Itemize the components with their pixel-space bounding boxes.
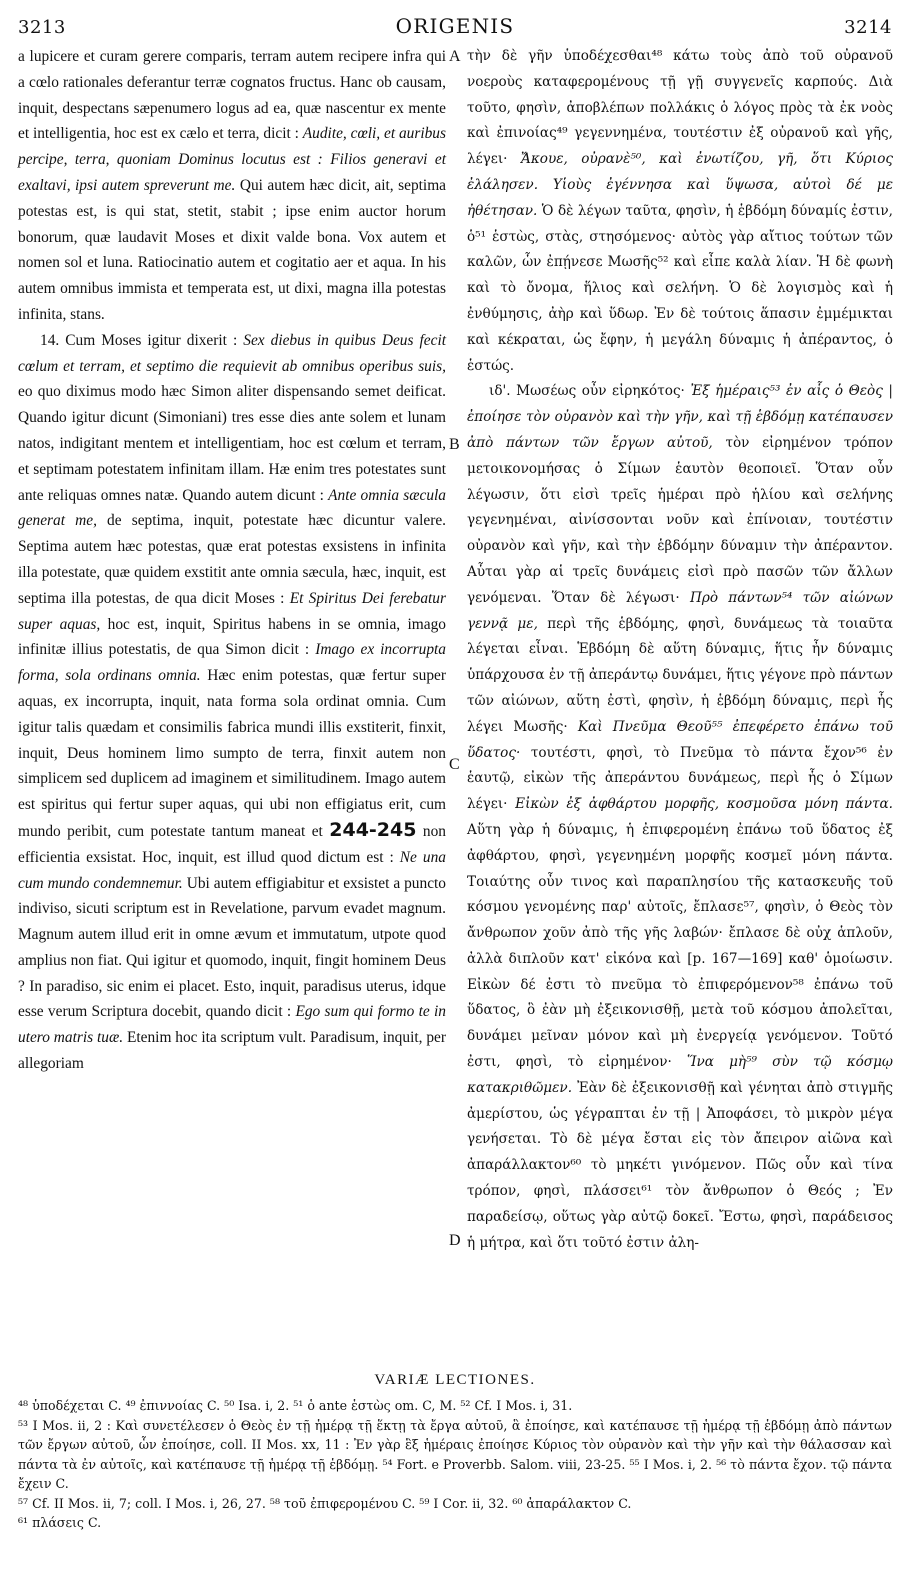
footnote-line-3: ⁵⁷ Cf. II Mos. ii, 7; coll. I Mos. i, 26, 27. ⁵⁸ τοῦ ἐπιφερομένου C. ⁵⁹ I Cor. ii, 32. ⁶⁰ ἀπαράλακτον C.	[18, 1495, 632, 1511]
variae-lectiones-heading: VARIÆ LECTIONES.	[374, 1372, 536, 1388]
running-title: ORIGENIS	[395, 14, 515, 38]
footnotes	[18, 1396, 892, 1533]
section-marker-d: D	[449, 1232, 461, 1249]
migne-column-number: 244-245	[329, 818, 417, 841]
latin-quote-isaiah: Audite, cœli, et auribus percipe, terra, quoniam Dominus locutus est : Filios generavi et exaltavi, ipsi autem spreverunt me.	[18, 125, 446, 194]
footnote-line-4: ⁶¹ πλάσεις C.	[18, 1515, 102, 1530]
section-marker-a: A	[449, 48, 461, 65]
page-header	[18, 14, 892, 42]
page-number-left: 3213	[18, 17, 66, 38]
page-number-right: 3214	[844, 17, 892, 38]
latin-column	[18, 44, 446, 1077]
section-marker-b: B	[449, 436, 460, 453]
greek-paragraph-2: ιδ'. Μωσέως οὖν εἰρηκότος· Ἐξ ἡμέραις⁵³ ἐν αἷς ὁ Θεὸς | ἐποίησε τὸν οὐρανὸν καὶ τὴν γῆν, καὶ τῇ ἑβδόμῃ κατέπαυσεν ἀπὸ πάντων τῶν ἔργων αὐτοῦ, τὸν εἰρημένον τρόπον μετοικονομήσας ὁ Σίμων ἑαυτὸν θεοποιεῖ. Ὅταν οὖν λέγωσιν, ὅτι εἰσὶ τρεῖς ἡμέραι πρὸ ἡλίου καὶ σελήνης γεγενημέναι, αἰνίσσονται νοῦν καὶ ἐπίνοιαν, τουτέστιν οὐρανὸν καὶ γῆν, καὶ τὴν ἑβδόμην δύναμιν τὴν ἀπέραντον. Αὗται γὰρ αἱ τρεῖς δυνάμεις εἰσὶ πρὸ πασῶν τῶν ἄλλων γενόμεναι. Ὅταν δὲ λέγωσι· Πρὸ πάντων⁵⁴ τῶν αἰώνων γεννᾷ με, περὶ τῆς ἑβδόμης, φησὶ, δυνάμεως τὰ τοιαῦτα λέγεται εἶναι. Ἑβδόμη δὲ αὕτη δύναμις, ἥτις ἦν δύναμις ὑπάρχουσα ἐν τῇ ἀπεράντῳ δυνάμει, ἥτις γέγονε πρὸ πάντων τῶν αἰώνων, αὕτη ἐστὶ, φησὶν, ἡ ἑβδόμη δύναμις, περὶ ἧς λέγει Μωσῆς· Καὶ Πνεῦμα Θεοῦ⁵⁵ ἐπεφέρετο ἐπάνω τοῦ ὕδατος· τουτέστι, φησὶ, τὸ Πνεῦμα τὸ πάντα ἔχον⁵⁶ ἐν ἑαυτῷ, εἰκὼν τῆς ἀπεράντου δυνάμεως, περὶ ἧς ὁ Σίμων λέγει· Εἰκὼν ἐξ ἀφθάρτου μορφῆς, κοσμοῦσα μόνη πάντα. Αὕτη γὰρ ἡ δύναμις, ἡ ἐπιφερομένη ἐπάνω τοῦ ὕδατος ἐξ ἀφθάρτου, φησὶ, γεγενημένη μορφῆς κοσμεῖ μόνη πάντα. Τοιαύτης οὖν τινος καὶ παραπλησίου τῆς κατασκευῆς τοῦ κόσμου γενομένης παρ' αὐτοῖς, ἔπλασε⁵⁷, φησὶν, ὁ Θεὸς τὸν ἄνθρωπον χοῦν ἀπὸ τῆς γῆς λαβών· ἔπλασε δὲ οὐχ ἁπλοῦν, ἀλλὰ διπλοῦν κατ' εἰκόνα καὶ [p. 167—169] καθ' ὁμοίωσιν. Εἰκὼν δέ ἐστι τὸ πνεῦμα τὸ ἐπιφερόμενον⁵⁸ ἐπάνω τοῦ ὕδατος, ὃ ἐὰν μὴ ἐξεικονισθῇ, μετὰ τοῦ κόσμου ἀπολεῖται, δυνάμει μεῖναν μόνον καὶ μὴ ἐνεργείᾳ γενόμενον. Τοῦτό ἐστι, φησὶ, τὸ εἰρημένον· Ἵνα μὴ⁵⁹ σὺν τῷ κόσμῳ κατακριθῶμεν. Ἐὰν δὲ ἐξεικονισθῇ καὶ γένηται ἀπὸ στιγμῆς ἀμερίστου, ὡς γέγραπται ἐν τῇ | Ἀποφάσει, τὸ μικρὸν μέγα γενήσεται. Τὸ δὲ μέγα ἔσται εἰς τὸν ἄπειρον αἰῶνα καὶ ἀπαράλλακτον⁶⁰ τὸ μηκέτι γινόμενον. Πῶς οὖν καὶ τίνα τρόπον, φησὶ, πλάσσει⁶¹ τὸν ἄνθρωπον ὁ Θεός ; Ἐν παραδείσῳ, οὕτως γὰρ αὐτῷ δοκεῖ. Ἔστω, φησὶ, παράδεισος ἡ μήτρα, καὶ ὅτι τοῦτό ἐστιν ἀλη-	[467, 383, 894, 1251]
latin-paragraph-2: 14. Cum Moses igitur dixerit : Sex diebus in quibus Deus fecit cœlum et terram, et septimo die requievit ab omnibus operibus suis, eo quo diximus modo hæc Simon aliter dispensando semet deificat. Quando igitur dicunt (Simoniani) tres esse dies ante solem et lunam natos, indigitant mentem et intelligentiam, hoc est cœlum et terram, et septimam potestatem infinitam illam. Hæ enim tres potestates sunt ante reliquas omnes natæ. Quando autem dicunt : Ante omnia sæcula generat me, de septima, inquit, potestate hæc dicuntur valere. Septima autem hæc potestas, quæ erat potestas exsistens in infinita illa potestate, quæ quidem exstitit ante omnia sæcula, hæc, inquit, est septima illa potestas, de qua dicit Moses : Et Spiritus Dei ferebatur super aquas, hoc est, inquit, Spiritus habens in se omnia, imago infinitæ illius potestatis, de qua Simon dicit : Imago ex incorrupta forma, sola ordinans omnia. Hæc enim potestas, quæ fertur super aquas, ex incorrupta, inquit, nata forma sola ordinat omnia. Cum igitur talis quædam et consimilis fabrica mundi illis exstiterit, finxit, inquit, Deus hominem limo sumpto de terra, finxit autem non simplicem sed duplicem ad imaginem et similitudinem. Imago autem est spiritus qui fertur super aquas, qui ubi non effigiatus erit, cum mundo peribit, cum potestate tantum maneat et 244-245 non efficientia exsistat. Hoc, inquit, est illud quod dictum est : Ne una cum mundo condemnemur. Ubi autem effigiabitur et exsistet a puncto indiviso, sicuti scriptum est in Revelatione, parvum evadet magnum. Magnum autem illud erit in omne ævum et immutatum, utpote quod amplius non fiat. Qui igitur et quomodo, inquit, fingit hominem Deus ? In paradiso, sic enim ei placet. Esto, inquit, paradisus uterus, idque esse verum Scriptura docebit, quando dicit : Ego sum qui formo te in utero matris tuæ. Etenim hoc ita scriptum vult. Paradisum, inquit, per allegoriam	[18, 331, 447, 1073]
footnote-line-1: ⁴⁸ ὑποδέχεται C. ⁴⁹ ἐπιννοίας C. ⁵⁰ Isa. i, 2. ⁵¹ ὁ ante ἑστὼς om. C, M. ⁵² Cf. I Mos. i, 31.	[18, 1398, 573, 1413]
greek-paragraph-1: τὴν δὲ γῆν ὑποδέχεσθαι⁴⁸ κάτω τοὺς ἀπὸ τοῦ οὐρανοῦ νοεροὺς καταφερομένους τῇ γῇ συγγενεῖς καρπούς. Διὰ τοῦτο, φησὶν, ἀποβλέπων πολλάκις ὁ λόγος πρὸς τὰ ἐκ νοὸς καὶ ἐπινοίας⁴⁹ γεγεννημένα, τουτέστιν ἐξ οὐρανοῦ καὶ γῆς, λέγει· Ἄκουε, οὐρανὲ⁵⁰, καὶ ἐνωτίζου, γῆ, ὅτι Κύριος ἐλάλησεν. Υἱοὺς ἐγέννησα καὶ ὕψωσα, αὐτοὶ δέ με ἠθέτησαν. Ὁ δὲ λέγων ταῦτα, φησὶν, ἡ ἑβδόμη δύναμίς ἐστιν, ὁ⁵¹ ἑστὼς, στὰς, στησόμενος· αὐτὸς γὰρ αἴτιος τούτων τῶν καλῶν, ὧν ἐπῄνεσε Μωσῆς⁵² καὶ εἶπε καλὰ λίαν. Ἡ δὲ φωνὴ καὶ τὸ ὄνομα, ἥλιος καὶ σελήνη. Ὁ δὲ λογισμὸς καὶ ἡ ἐνθύμησις, ἀὴρ καὶ ὕδωρ. Ἐν δὲ τούτοις ἅπασιν ἐμμέμικται καὶ κέκραται, ὡς ἔφην, ἡ μεγάλη δύναμις ἡ ἀπέραντος, ὁ ἑστώς.	[467, 48, 893, 374]
footnote-line-2: ⁵³ I Mos. ii, 2 : Καὶ συνετέλεσεν ὁ Θεὸς ἐν τῇ ἡμέρᾳ τῇ ἕκτῃ τὰ ἔργα αὐτοῦ, ἃ ἐποίησε, καὶ κατέπαυσε τῇ ἡμέρᾳ τῇ ἑβδόμῃ ἀπὸ πάντων τῶν ἔργων αὐτοῦ, ὧν ἐποίησε, coll. II Mos. xx, 11 : Ἐν γὰρ ἓξ ἡμέραις ἐποίησε Κύριος τὸν οὐρανὸν καὶ τὴν γῆν καὶ τὴν θάλασσαν καὶ πάντα τὰ ἐν αὐτοῖς, καὶ κατέπαυσε τῇ ἡμέρᾳ τῇ ἑβδόμῃ. ⁵⁴ Fort. e Proverbb. Salom. viii, 23-25. ⁵⁵ I Mos. i, 2. ⁵⁶ τὸ πάντα ἔχον. τῷ πάντα ἔχειν C.	[18, 1417, 892, 1491]
greek-column	[467, 44, 893, 1256]
latin-paragraph-1: a lupicere et curam gerere comparis, terram autem recipere infra qui a cœlo rationales deferantur terræ cognatos fructus. Hanc ob causam, inquit, despectans sæpenumero logus ad ea, quæ nascentur ex mente et intelligentia, hoc est ex cælo et terra, dicit : Audite, cœli, et auribus percipe, terra, quoniam Dominus locutus est : Filios generavi et exaltavi, ipsi autem spreverunt me. Qui autem hæc dicit, ait, septima potestas est, is qui stat, stetit, stabit ; ipse enim auctor horum bonorum, quæ laudavit Moses et dixit valde bona. Vox autem et nomen sol et luna. Ratiocinatio autem et cogitatio aer et aqua. In his autem omnibus immista et temperata est, ut dixi, magna illa potestas infinita, stans.	[18, 48, 446, 323]
section-marker-c: C	[449, 756, 460, 773]
